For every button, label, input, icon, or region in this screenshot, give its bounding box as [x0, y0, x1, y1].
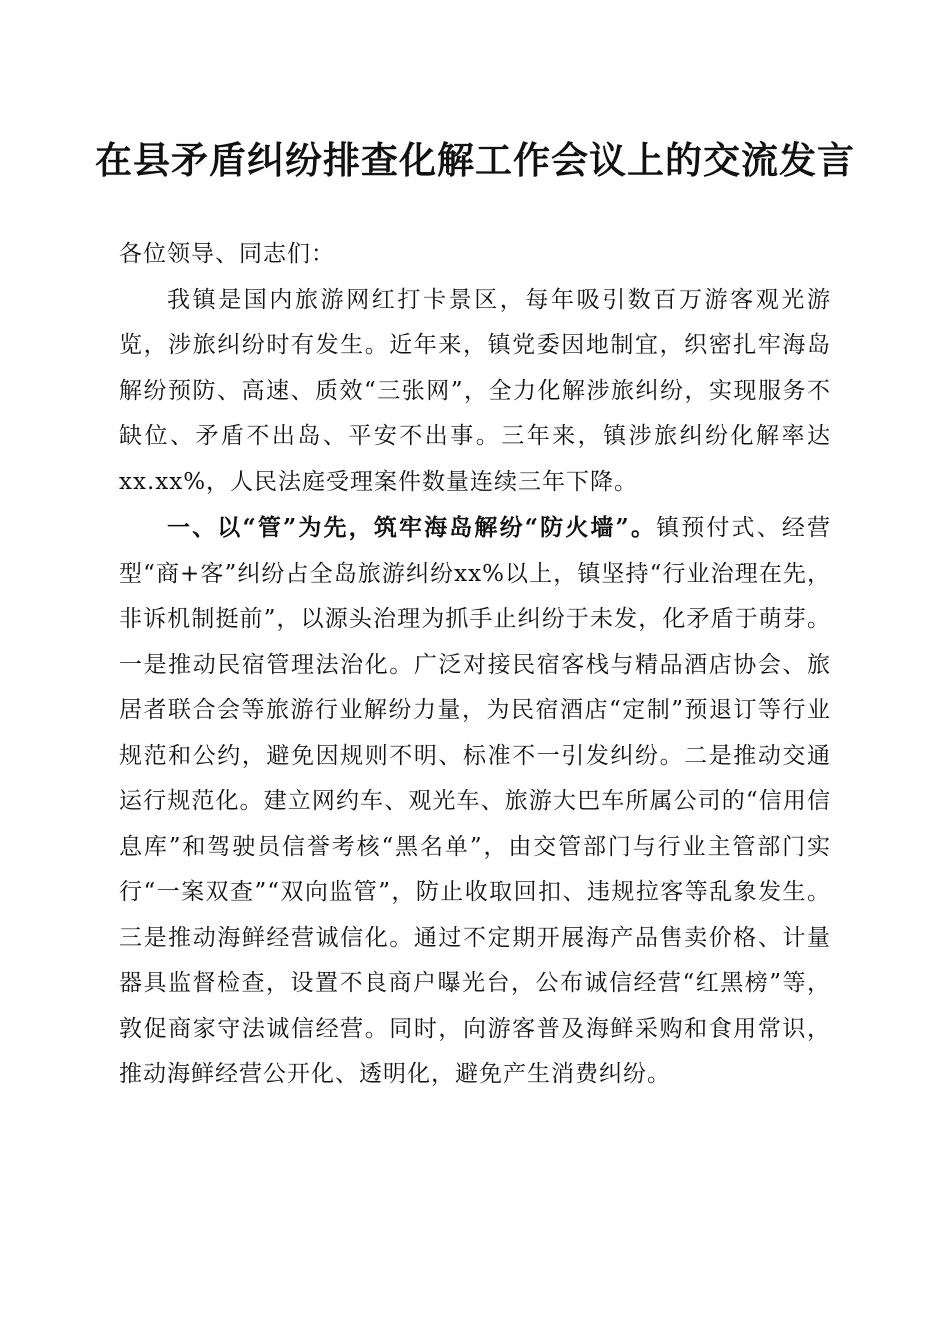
salutation: 各位领导、同志们：: [119, 241, 335, 267]
document-body: [119, 232, 831, 1098]
intro-paragraph: 我镇是国内旅游网红打卡景区，每年吸引数百万游客观光游览，涉旅纠纷时有发生。近年来，镇党委因地制宜，织密扎牢海岛解纷预防、高速、质效“三张网”，全力化解涉旅纠纷，实现服务不缺位、矛盾不出岛、平安不出事。三年来，镇涉旅纠纷化解率达xx.xx%，人民法庭受理案件数量连续三年下降。: [119, 286, 831, 495]
section-1-paragraph: [119, 505, 831, 1098]
document-title: 在县矛盾纠纷排查化解工作会议上的交流发言: [95, 138, 855, 182]
section-1-heading: 一、以“管”为先，筑牢海岛解纷“防火墙”。: [167, 514, 657, 541]
section-1-body: 镇预付式、经营型“商+客”纠纷占全岛旅游纠纷xx%以上，镇坚持“行业治理在先，非诉机制挺前”，以源头治理为抓手止纠纷于未发，化矛盾于萌芽。一是推动民宿管理法治化。广泛对接民宿客栈与精品酒店协会、旅居者联合会等旅游行业解纷力量，为民宿酒店“定制”预退订等行业规范和公约，避免因规则不明、标准不一引发纠纷。二是推动交通运行规范化。建立网约车、观光车、旅游大巴车所属公司的“信用信息库”和驾驶员信誉考核“黑名单”，由交管部门与行业主管部门实行“一案双查”“双向监管”，防止收取回扣、违规拉客等乱象发生。三是推动海鲜经营诚信化。通过不定期开展海产品售卖价格、计量器具监督检查，设置不良商户曝光台，公布诚信经营“红黑榜”等，敦促商家守法诚信经营。同时，向游客普及海鲜采购和食用常识，推动海鲜经营公开化、透明化，避免产生消费纠纷。: [119, 515, 832, 1087]
